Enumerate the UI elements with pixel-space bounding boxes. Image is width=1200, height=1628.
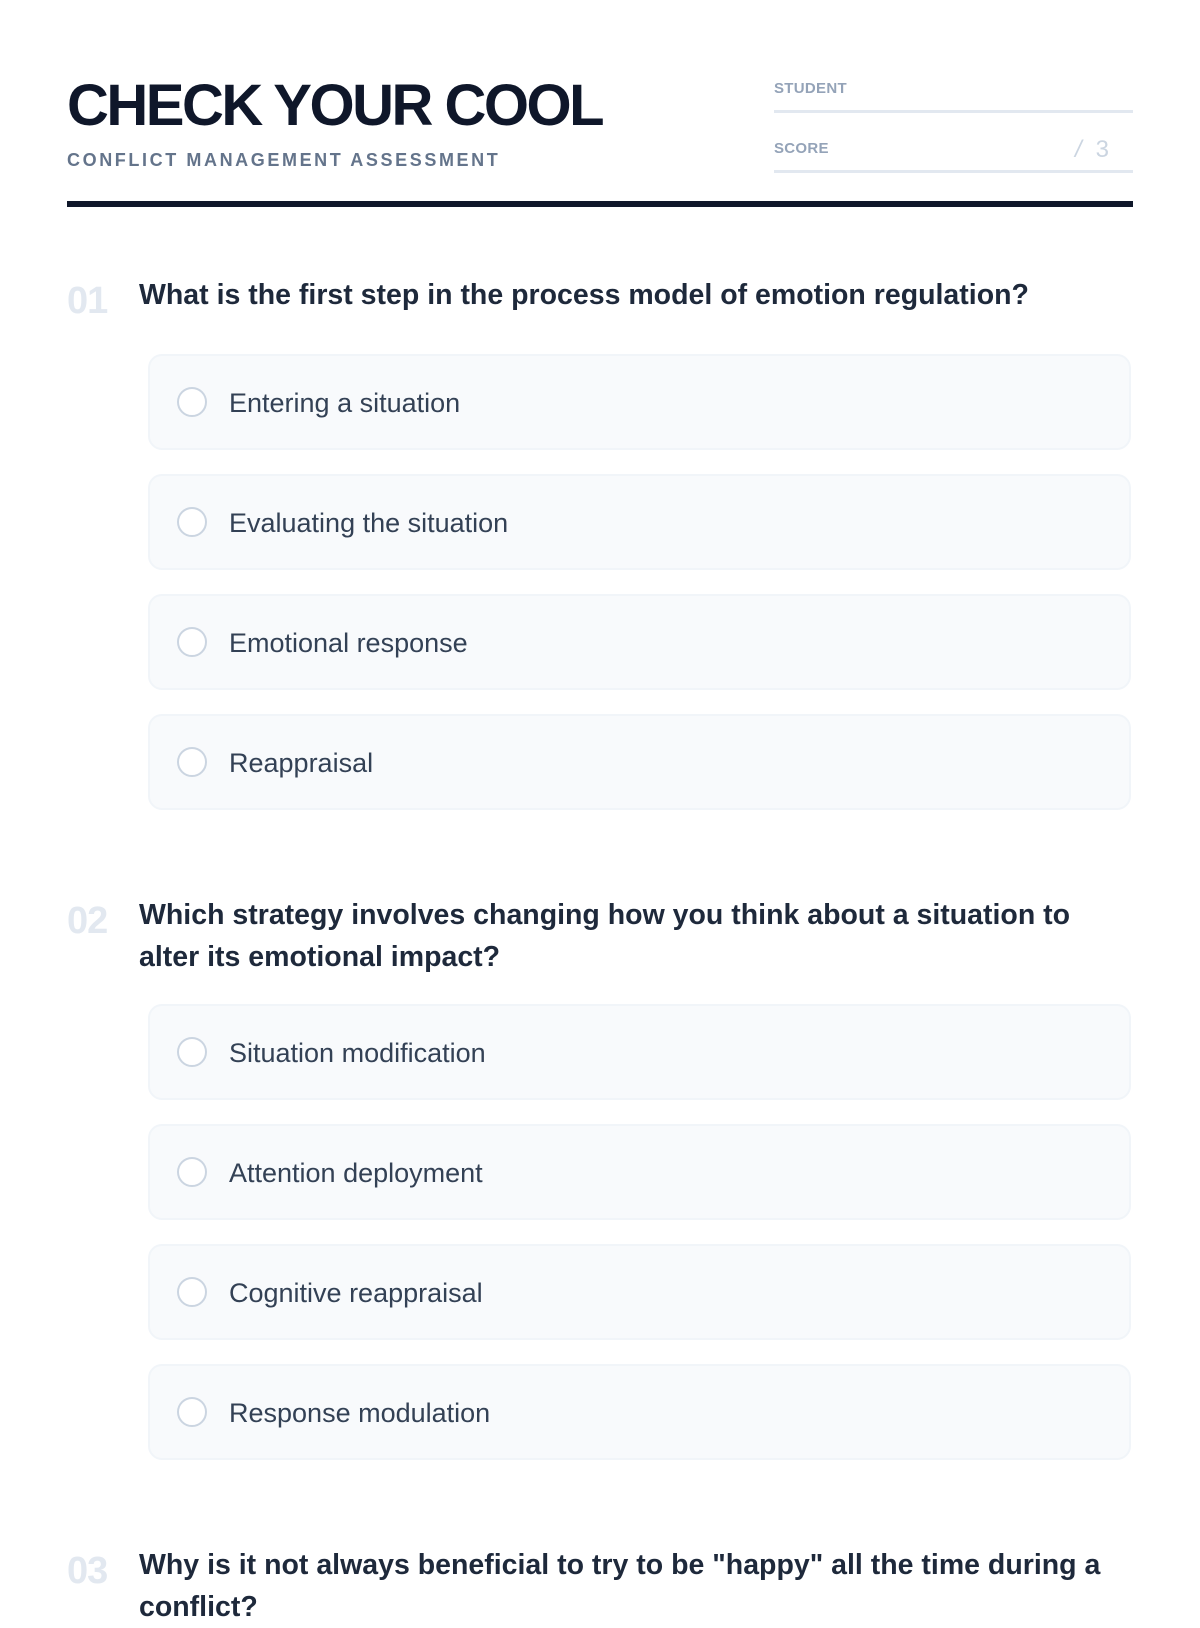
answer-option[interactable] <box>148 1244 1131 1340</box>
question-number: 01 <box>67 280 108 322</box>
option-label: Response modulation <box>229 1398 491 1428</box>
option-label: Reappraisal <box>229 748 374 778</box>
score-slash: / <box>1074 136 1082 163</box>
student-field[interactable] <box>774 76 1133 113</box>
radio-button[interactable] <box>177 1157 207 1187</box>
radio-button[interactable] <box>177 627 207 657</box>
option-label: Situation modification <box>229 1038 486 1068</box>
student-label: STUDENT <box>774 80 847 97</box>
answer-option[interactable] <box>148 1364 1131 1460</box>
answer-option[interactable] <box>148 354 1131 450</box>
question-text: Which strategy involves changing how you think about a situation to alter its emotional impact? <box>139 899 1071 973</box>
answer-option[interactable] <box>148 1124 1131 1220</box>
score-field[interactable] <box>774 136 1133 173</box>
radio-button[interactable] <box>177 507 207 537</box>
option-label: Emotional response <box>229 628 468 658</box>
question-number: 03 <box>67 1550 108 1592</box>
radio-button[interactable] <box>177 387 207 417</box>
radio-button[interactable] <box>177 1397 207 1427</box>
score-total-value: 3 <box>1095 136 1109 163</box>
answer-option[interactable] <box>148 714 1131 810</box>
answer-option[interactable] <box>148 594 1131 690</box>
radio-button[interactable] <box>177 747 207 777</box>
question-number: 02 <box>67 900 108 942</box>
radio-button[interactable] <box>177 1277 207 1307</box>
worksheet-header <box>67 0 1133 207</box>
answer-option[interactable] <box>148 1004 1131 1100</box>
page-subtitle: CONFLICT MANAGEMENT ASSESSMENT <box>67 150 501 170</box>
score-label: SCORE <box>774 140 829 157</box>
option-label: Attention deployment <box>229 1158 483 1188</box>
question-text: Why is it not always beneficial to try to be "happy" all the time during a conflict? <box>139 1549 1101 1623</box>
answer-option[interactable] <box>148 474 1131 570</box>
option-label: Entering a situation <box>229 388 461 418</box>
option-label: Evaluating the situation <box>229 508 509 538</box>
radio-button[interactable] <box>177 1037 207 1067</box>
question-text: What is the first step in the process model of emotion regulation? <box>139 279 1029 311</box>
assessment-page <box>67 0 1133 1623</box>
score-total <box>1075 136 1109 164</box>
option-label: Cognitive reappraisal <box>229 1278 483 1308</box>
page-title: CHECK YOUR COOL <box>67 73 603 138</box>
